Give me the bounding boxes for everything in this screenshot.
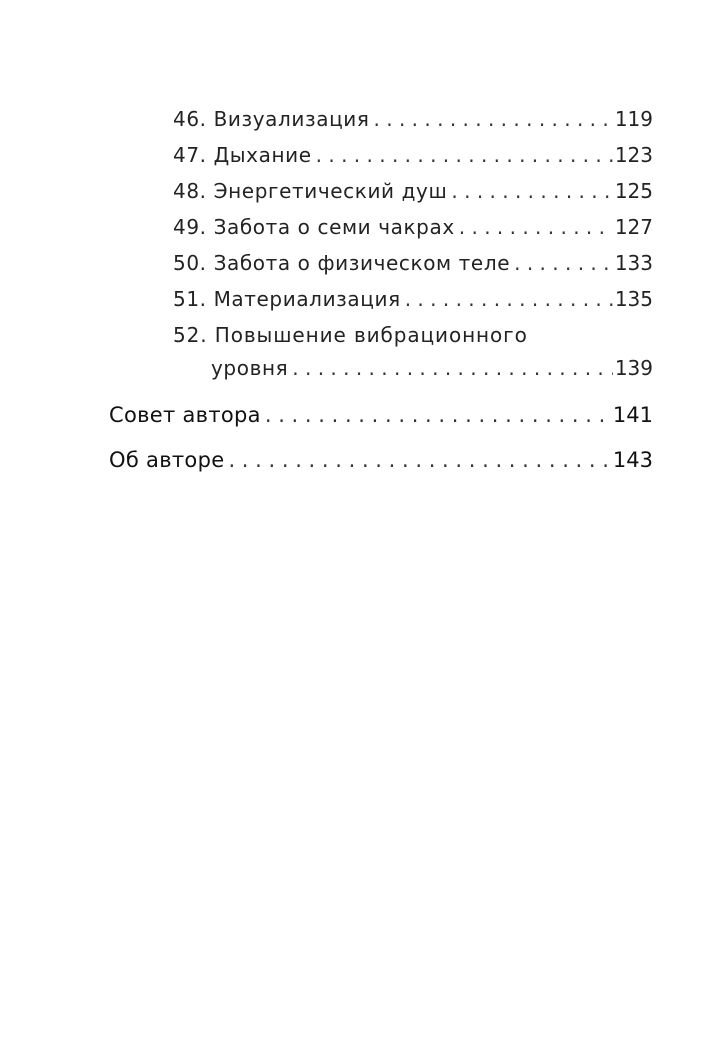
toc-entry[interactable] (173, 248, 653, 278)
toc-section[interactable] (109, 400, 653, 430)
toc-entry-page: 123 (614, 143, 653, 167)
toc-entry-title-first-line[interactable]: 52. Повышение вибрационного (173, 323, 528, 347)
toc-entry-title: 51. Материализация (173, 287, 401, 311)
dot-leader (510, 248, 613, 278)
toc-entry-title: 48. Энергетический душ (173, 179, 448, 203)
toc-entry[interactable] (211, 353, 653, 383)
dot-leader (224, 445, 610, 475)
dot-leader (261, 400, 611, 430)
toc-entry-title: 47. Дыхание (173, 143, 312, 167)
toc-entry[interactable] (173, 284, 653, 314)
toc-entry[interactable] (173, 212, 653, 242)
dot-leader (455, 212, 613, 242)
toc-entry-title: уровня (211, 356, 289, 380)
toc-section-title: Об авторе (109, 448, 225, 472)
toc-entry-page: 127 (614, 215, 653, 239)
dot-leader (447, 176, 612, 206)
toc-section-title: Совет автора (109, 403, 261, 427)
toc-section[interactable] (109, 445, 653, 475)
toc-entry-title: 46. Визуализация (173, 107, 370, 131)
toc-entry-title: 49. Забота о семи чакрах (173, 215, 455, 239)
toc-section-page: 143 (612, 448, 653, 472)
toc-entry-page: 125 (614, 179, 653, 203)
toc-entry-page: 135 (614, 287, 653, 311)
dot-leader (312, 140, 613, 170)
toc-entry-title: 50. Забота о физическом теле (173, 251, 511, 275)
dot-leader (370, 104, 613, 134)
dot-leader (288, 353, 613, 383)
toc-section-page: 141 (612, 403, 653, 427)
toc-entry[interactable] (173, 140, 653, 170)
toc-entry-page: 139 (614, 356, 653, 380)
dot-leader (401, 284, 613, 314)
toc-entry-page: 133 (614, 251, 653, 275)
toc-entry-page: 119 (614, 107, 653, 131)
toc-entry[interactable] (173, 176, 653, 206)
toc-entry[interactable] (173, 104, 653, 134)
